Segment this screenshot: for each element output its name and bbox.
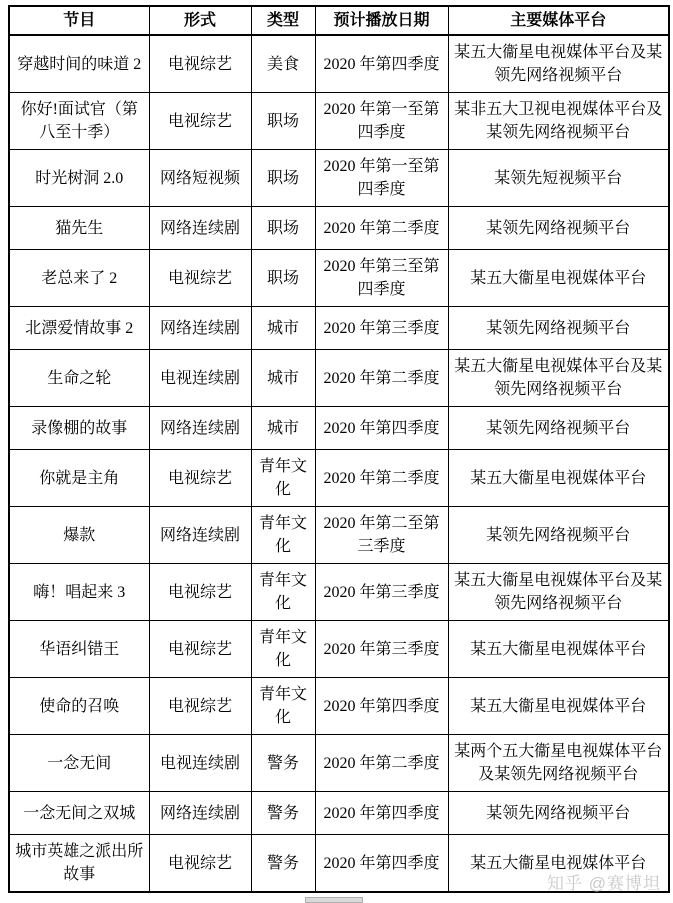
cell-genre: 青年文化 [251, 621, 315, 678]
cell-format: 电视综艺 [149, 621, 251, 678]
cell-program-title: 华语纠错王 [9, 621, 149, 678]
table-row [9, 450, 669, 507]
cell-format: 电视综艺 [149, 93, 251, 150]
table-body [9, 35, 669, 892]
cell-date: 2020 年第三季度 [315, 307, 448, 350]
cell-platform: 某五大衞星电视媒体平台 [448, 835, 669, 893]
cell-genre: 警务 [251, 735, 315, 792]
cell-format: 电视连续剧 [149, 735, 251, 792]
cell-date: 2020 年第二季度 [315, 450, 448, 507]
cell-date: 2020 年第四季度 [315, 35, 448, 93]
table-row [9, 678, 669, 735]
cell-genre: 青年文化 [251, 450, 315, 507]
cell-program-title: 一念无间 [9, 735, 149, 792]
cell-platform: 某领先网络视频平台 [448, 507, 669, 564]
cell-date: 2020 年第四季度 [315, 792, 448, 835]
cell-program-title: 一念无间之双城 [9, 792, 149, 835]
cell-format: 电视综艺 [149, 250, 251, 307]
table-row [9, 564, 669, 621]
column-header-genre: 类型 [251, 6, 315, 35]
cell-platform: 某领先网络视频平台 [448, 207, 669, 250]
cell-program-title: 录像棚的故事 [9, 407, 149, 450]
table-row [9, 507, 669, 564]
column-header-program: 节目 [9, 6, 149, 35]
cell-genre: 青年文化 [251, 564, 315, 621]
cell-platform: 某五大衞星电视媒体平台及某领先网络视频平台 [448, 564, 669, 621]
table-row [9, 350, 669, 407]
cell-format: 电视综艺 [149, 564, 251, 621]
cell-date: 2020 年第一至第四季度 [315, 93, 448, 150]
cell-genre: 职场 [251, 93, 315, 150]
cropped-edge-fragment [305, 897, 363, 903]
cell-program-title: 使命的召唤 [9, 678, 149, 735]
cell-platform: 某领先网络视频平台 [448, 407, 669, 450]
cell-date: 2020 年第一至第四季度 [315, 150, 448, 207]
cell-format: 网络连续剧 [149, 407, 251, 450]
cell-genre: 警务 [251, 835, 315, 893]
cell-platform: 某五大衞星电视媒体平台 [448, 621, 669, 678]
cell-format: 网络连续剧 [149, 207, 251, 250]
table-row [9, 150, 669, 207]
cell-platform: 某五大衞星电视媒体平台及某领先网络视频平台 [448, 350, 669, 407]
cell-date: 2020 年第二季度 [315, 350, 448, 407]
table-row [9, 835, 669, 893]
cell-genre: 警务 [251, 792, 315, 835]
program-schedule-table [8, 5, 670, 893]
cell-genre: 城市 [251, 407, 315, 450]
table-row [9, 93, 669, 150]
cell-genre: 职场 [251, 150, 315, 207]
cell-platform: 某五大衞星电视媒体平台 [448, 250, 669, 307]
table-row [9, 35, 669, 93]
cell-date: 2020 年第三至第四季度 [315, 250, 448, 307]
cell-date: 2020 年第四季度 [315, 835, 448, 893]
cell-platform: 某领先网络视频平台 [448, 792, 669, 835]
cell-genre: 美食 [251, 35, 315, 93]
cell-platform: 某五大衞星电视媒体平台 [448, 678, 669, 735]
header-row [9, 6, 669, 35]
cell-program-title: 城市英雄之派出所故事 [9, 835, 149, 893]
cell-program-title: 爆款 [9, 507, 149, 564]
table-row [9, 735, 669, 792]
cell-platform: 某非五大卫视电视媒体平台及某领先网络视频平台 [448, 93, 669, 150]
cell-platform: 某领先短视频平台 [448, 150, 669, 207]
cell-date: 2020 年第二季度 [315, 735, 448, 792]
cell-date: 2020 年第四季度 [315, 407, 448, 450]
cell-format: 网络连续剧 [149, 307, 251, 350]
cell-program-title: 你好!面试官（第八至十季） [9, 93, 149, 150]
cell-format: 电视连续剧 [149, 350, 251, 407]
cell-format: 电视综艺 [149, 35, 251, 93]
cell-program-title: 生命之轮 [9, 350, 149, 407]
cell-genre: 青年文化 [251, 507, 315, 564]
zhihu-watermark: 知乎 @赛博坦 [547, 874, 661, 893]
cell-platform: 某领先网络视频平台 [448, 307, 669, 350]
cell-program-title: 你就是主角 [9, 450, 149, 507]
cell-platform: 某五大衞星电视媒体平台及某领先网络视频平台 [448, 35, 669, 93]
cell-genre: 城市 [251, 350, 315, 407]
cell-date: 2020 年第四季度 [315, 678, 448, 735]
cell-format: 网络连续剧 [149, 792, 251, 835]
column-header-format: 形式 [149, 6, 251, 35]
table-header [9, 6, 669, 35]
table-row [9, 792, 669, 835]
cell-platform: 某五大衞星电视媒体平台 [448, 450, 669, 507]
cell-genre: 青年文化 [251, 678, 315, 735]
cell-date: 2020 年第二季度 [315, 207, 448, 250]
table-row [9, 407, 669, 450]
cell-program-title: 穿越时间的味道 2 [9, 35, 149, 93]
cell-program-title: 北漂爱情故事 2 [9, 307, 149, 350]
cell-genre: 城市 [251, 307, 315, 350]
column-header-platform: 主要媒体平台 [448, 6, 669, 35]
cell-program-title: 猫先生 [9, 207, 149, 250]
cell-date: 2020 年第二至第三季度 [315, 507, 448, 564]
table-row [9, 250, 669, 307]
cell-program-title: 老总来了 2 [9, 250, 149, 307]
cell-format: 网络连续剧 [149, 507, 251, 564]
cell-format: 电视综艺 [149, 678, 251, 735]
cell-date: 2020 年第三季度 [315, 621, 448, 678]
table-row [9, 307, 669, 350]
cell-platform: 某两个五大衞星电视媒体平台及某领先网络视频平台 [448, 735, 669, 792]
cell-program-title: 嗨！唱起来 3 [9, 564, 149, 621]
cell-format: 网络短视频 [149, 150, 251, 207]
cell-program-title: 时光树洞 2.0 [9, 150, 149, 207]
cell-format: 电视综艺 [149, 450, 251, 507]
table-row [9, 621, 669, 678]
cell-genre: 职场 [251, 207, 315, 250]
cell-genre: 职场 [251, 250, 315, 307]
table-row [9, 207, 669, 250]
column-header-date: 预计播放日期 [315, 6, 448, 35]
cell-date: 2020 年第三季度 [315, 564, 448, 621]
cell-format: 电视综艺 [149, 835, 251, 893]
